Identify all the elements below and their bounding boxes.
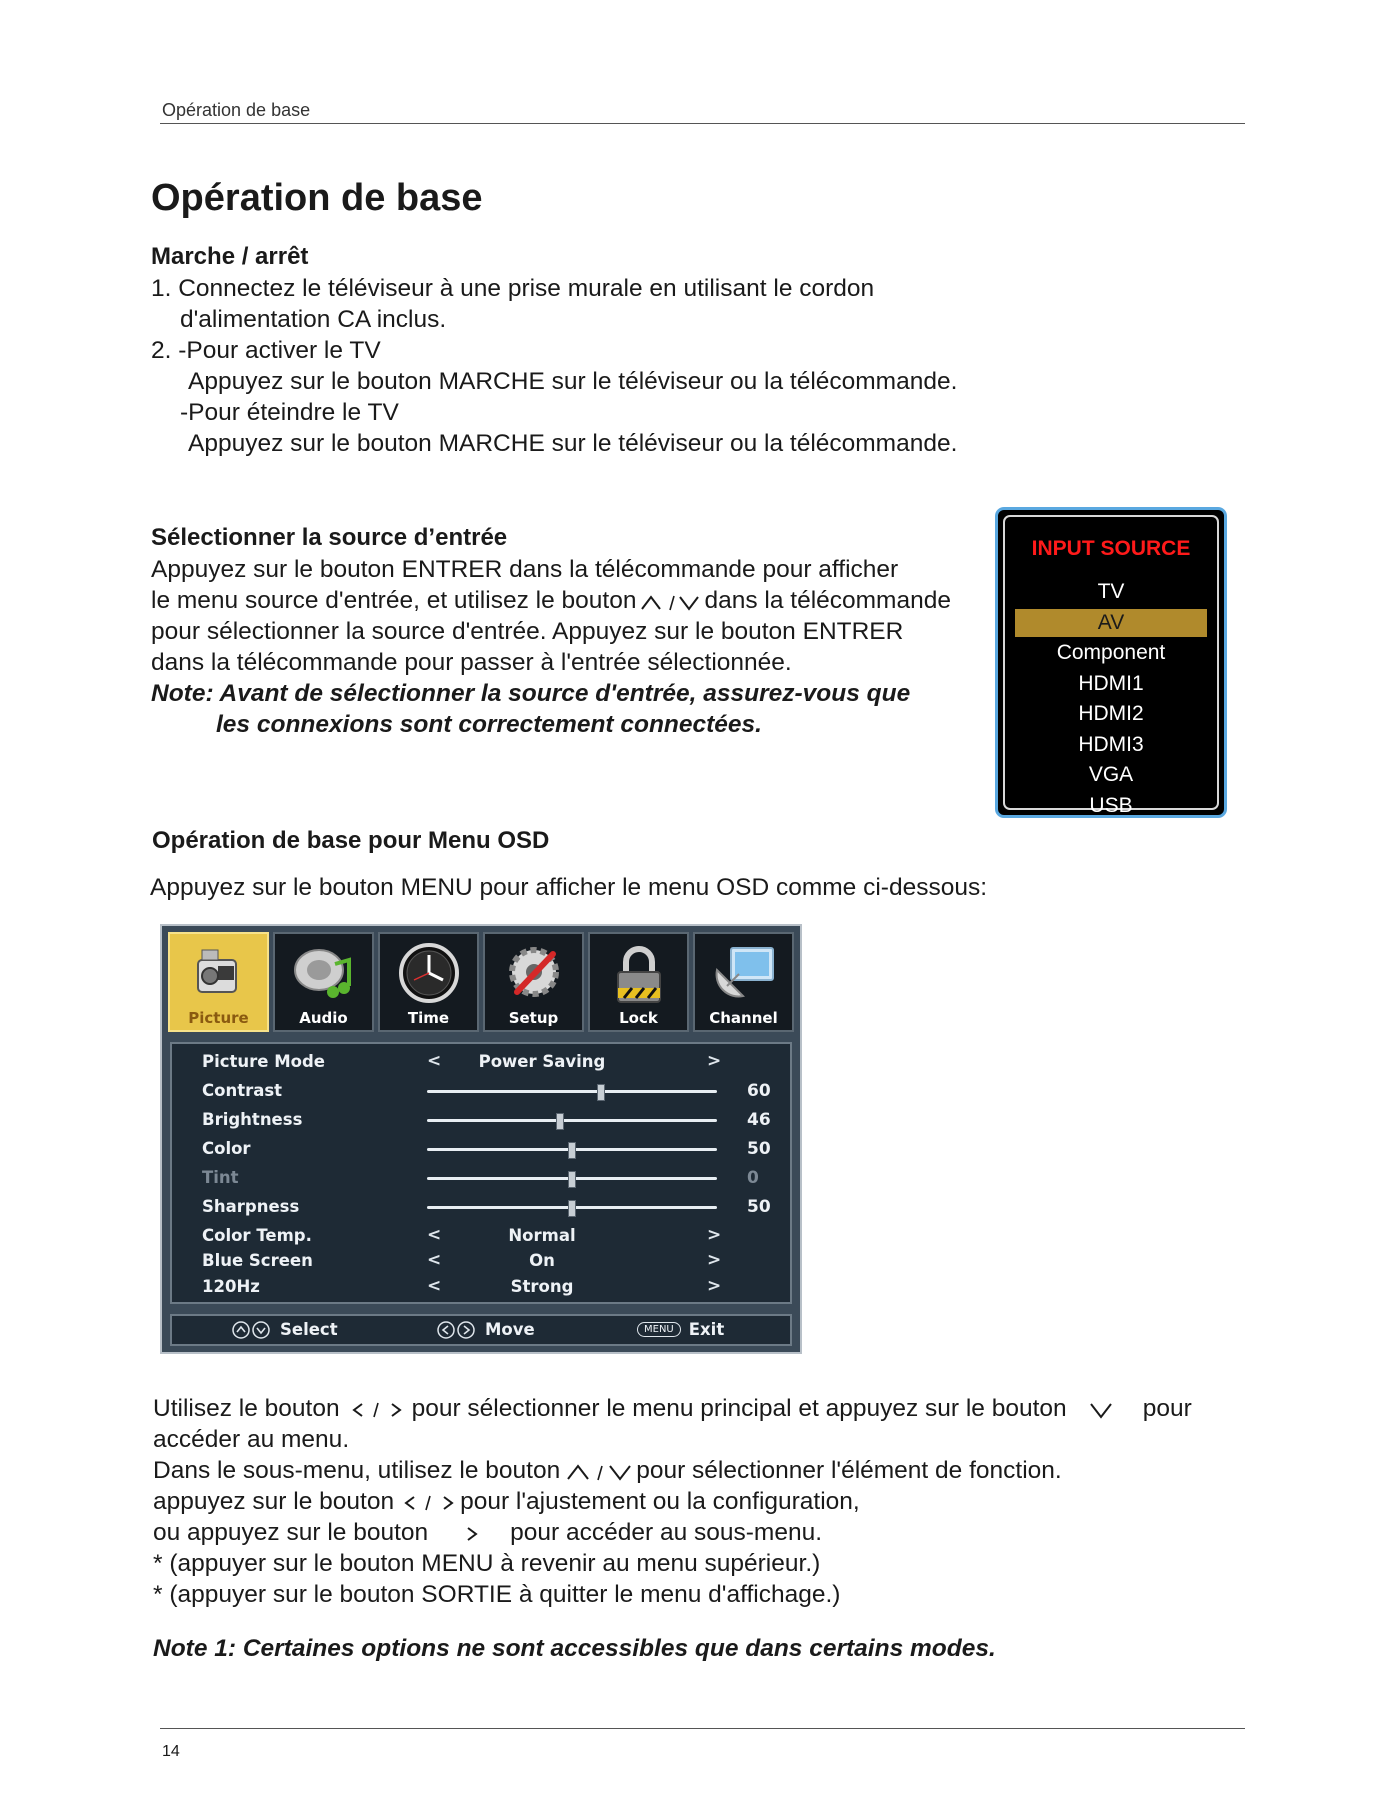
power-step-2: 2. -Pour activer le TV [151,337,381,364]
right-arrow-icon [464,1523,480,1545]
left-right-buttons-icon [437,1321,477,1339]
up-down-buttons-icon [232,1321,272,1339]
hz120-value: Strong [510,1277,574,1296]
color-slider-track[interactable] [427,1148,717,1151]
input-source-title: INPUT SOURCE [1031,537,1191,560]
tab-picture-label: Picture [188,1009,249,1027]
instr-line-5a: ou appuyez sur le bouton [153,1519,429,1546]
picture-mode-label: Picture Mode [202,1052,325,1071]
osd-hint-move-label: Move [485,1320,535,1339]
instr-line-2: accéder au menu. [153,1426,350,1453]
instr-line-4 [153,1486,1192,1517]
left-right-arrows-icon [402,1492,458,1514]
power-on-instruction: Appuyez sur le bouton MARCHE sur le téléviseur ou la télécommande. [188,368,958,395]
sharpness-slider-track[interactable] [427,1206,717,1209]
color-value: 50 [747,1139,771,1159]
left-right-arrows-icon [350,1399,406,1421]
chevron-left-icon[interactable]: < [427,1276,442,1296]
picture-mode-value: Power Saving [478,1052,606,1071]
blue-screen-label: Blue Screen [202,1251,313,1270]
input-select-line-3: pour sélectionner la source d'entrée. Appuyez sur le bouton ENTRER [151,618,904,645]
tab-channel[interactable] [693,932,794,1032]
input-select-line-2 [151,585,951,616]
osd-row-120hz[interactable] [172,1275,790,1299]
tab-time-label: Time [407,1009,450,1027]
input-source-item-vga[interactable]: VGA [1088,763,1134,786]
tint-slider-track [427,1177,717,1180]
blue-screen-value: On [529,1251,555,1270]
input-source-list [1015,577,1207,821]
sharpness-label: Sharpness [202,1197,300,1216]
osd-hint-move [437,1320,535,1339]
up-down-arrows-icon [640,591,700,613]
instr-line-1a: Utilisez le bouton [153,1395,340,1422]
osd-row-color-temp[interactable] [172,1224,790,1248]
power-heading: Marche / arrêt [151,243,309,270]
input-select-line-2b: dans la télécommande [704,587,951,614]
instr-line-3 [153,1455,1192,1486]
brightness-label: Brightness [202,1110,303,1129]
tab-lock[interactable] [588,932,689,1032]
osd-instructions [153,1393,1192,1610]
chevron-right-icon[interactable]: > [707,1225,722,1245]
instr-line-5b: pour accéder au sous-menu. [510,1519,823,1546]
chevron-right-icon[interactable]: > [707,1051,722,1071]
input-source-item-component[interactable]: Component [1056,641,1166,664]
chevron-left-icon[interactable]: < [427,1250,442,1270]
camera-icon [184,940,254,1010]
sharpness-value: 50 [747,1197,771,1217]
tab-audio[interactable] [273,932,374,1032]
instr-line-1b: pour sélectionner le menu principal et appuyez sur le bouton [411,1395,1067,1422]
input-select-note-cont: les connexions sont correctement connectées. [216,711,762,738]
input-source-item-hdmi1[interactable]: HDMI1 [1078,671,1144,695]
contrast-slider-track[interactable] [427,1090,717,1093]
input-select-line-4: dans la télécommande pour passer à l'entrée sélectionnée. [151,649,792,676]
osd-row-tint [172,1166,790,1190]
note-1: Note 1: Certaines options ne sont accessibles que dans certains modes. [153,1635,996,1662]
contrast-slider-handle[interactable] [597,1084,605,1101]
sharpness-slider-handle[interactable] [568,1200,576,1217]
power-step-1: 1. Connectez le téléviseur à une prise murale en utilisant le cordon [151,275,875,302]
color-temp-label: Color Temp. [202,1226,312,1245]
osd-hint-select-label: Select [280,1320,338,1339]
gear-icon [499,940,569,1010]
instr-line-5 [153,1517,1192,1548]
osd-row-blue-screen[interactable] [172,1249,790,1273]
input-source-frame [1003,515,1219,817]
power-step-1-cont: d'alimentation CA inclus. [180,306,447,333]
satellite-icon [709,940,779,1010]
power-off-instruction: Appuyez sur le bouton MARCHE sur le téléviseur ou la télécommande. [188,430,958,457]
input-source-item-tv[interactable]: TV [1097,580,1125,603]
tab-setup[interactable] [483,932,584,1032]
osd-hint-exit [637,1320,724,1339]
instr-line-4b: pour l'ajustement ou la configuration, [460,1488,860,1515]
color-label: Color [202,1139,251,1158]
tint-slider-handle [568,1171,576,1188]
input-source-item-av[interactable]: AV [1015,609,1207,637]
chevron-right-icon[interactable]: > [707,1276,722,1296]
instr-line-1 [153,1393,1192,1424]
page-number: 14 [162,1743,180,1760]
osd-menu [160,924,802,1354]
input-select-heading: Sélectionner la source d’entrée [151,524,508,551]
osd-picture-settings [170,1042,792,1304]
input-source-panel [995,507,1227,818]
tab-audio-label: Audio [299,1009,348,1027]
speaker-icon [289,940,359,1010]
running-header: Opération de base [162,100,311,120]
osd-row-sharpness[interactable] [172,1195,790,1219]
instr-line-1c: pour [1142,1395,1192,1422]
instr-line-7: * (appuyer sur le bouton SORTIE à quitter le menu d'affichage.) [153,1581,841,1608]
tint-value: 0 [747,1168,759,1188]
lock-icon [604,940,674,1010]
osd-footer-bar [170,1314,792,1346]
osd-row-picture-mode[interactable] [172,1050,790,1074]
power-steps [151,273,957,459]
color-slider-handle[interactable] [568,1142,576,1159]
up-down-arrows-icon [566,1461,634,1483]
tab-lock-label: Lock [619,1009,658,1027]
input-source-item-hdmi3[interactable]: HDMI3 [1078,732,1144,756]
osd-hint-exit-label: Exit [688,1320,725,1339]
header-rule [160,123,1245,124]
chevron-right-icon[interactable]: > [707,1250,722,1270]
instr-line-3b: pour sélectionner l'élément de fonction. [636,1457,1062,1484]
instr-line-3a: Dans le sous-menu, utilisez le bouton [153,1457,561,1484]
tab-setup-label: Setup [508,1009,559,1027]
osd-intro: Appuyez sur le bouton MENU pour afficher le menu OSD comme ci-dessous: [150,874,988,901]
osd-row-contrast[interactable] [172,1079,790,1103]
input-select-note: Note: Avant de sélectionner la source d'entrée, assurez-vous que [151,680,911,707]
osd-tab-bar [168,932,794,1032]
input-source-item-hdmi2[interactable]: HDMI2 [1078,702,1144,725]
input-select-line-1: Appuyez sur le bouton ENTRER dans la télécommande pour afficher [151,556,899,583]
tab-time[interactable] [378,932,479,1032]
hz120-label: 120Hz [202,1277,260,1296]
footer-rule [160,1728,1245,1729]
osd-row-color[interactable] [172,1137,790,1161]
clock-icon [394,940,464,1010]
instr-line-6: * (appuyer sur le bouton MENU à revenir au menu supérieur.) [153,1550,821,1577]
chevron-left-icon[interactable]: < [427,1225,442,1245]
contrast-value: 60 [747,1081,771,1101]
tint-label: Tint [202,1168,239,1187]
osd-hint-select [232,1320,338,1339]
power-off-step: -Pour éteindre le TV [180,399,399,426]
menu-key-icon: MENU [637,1322,681,1337]
down-arrow-icon [1089,1399,1113,1421]
chevron-left-icon[interactable]: < [427,1051,442,1071]
color-temp-value: Normal [508,1226,576,1245]
osd-heading: Opération de base pour Menu OSD [152,827,550,854]
instr-line-4a: appuyez sur le bouton [153,1488,395,1515]
input-select-line-2a: le menu source d'entrée, et utilisez le bouton [151,587,637,614]
page-title: Opération de base [151,177,483,219]
contrast-label: Contrast [202,1081,283,1100]
osd-row-brightness[interactable] [172,1108,790,1132]
input-source-item-usb[interactable]: USB [1089,793,1133,817]
tab-picture[interactable] [168,932,269,1032]
tab-channel-label: Channel [709,1009,778,1027]
brightness-value: 46 [747,1110,771,1130]
brightness-slider-track[interactable] [427,1119,717,1122]
input-select-body [151,554,951,740]
brightness-slider-handle[interactable] [556,1113,564,1130]
